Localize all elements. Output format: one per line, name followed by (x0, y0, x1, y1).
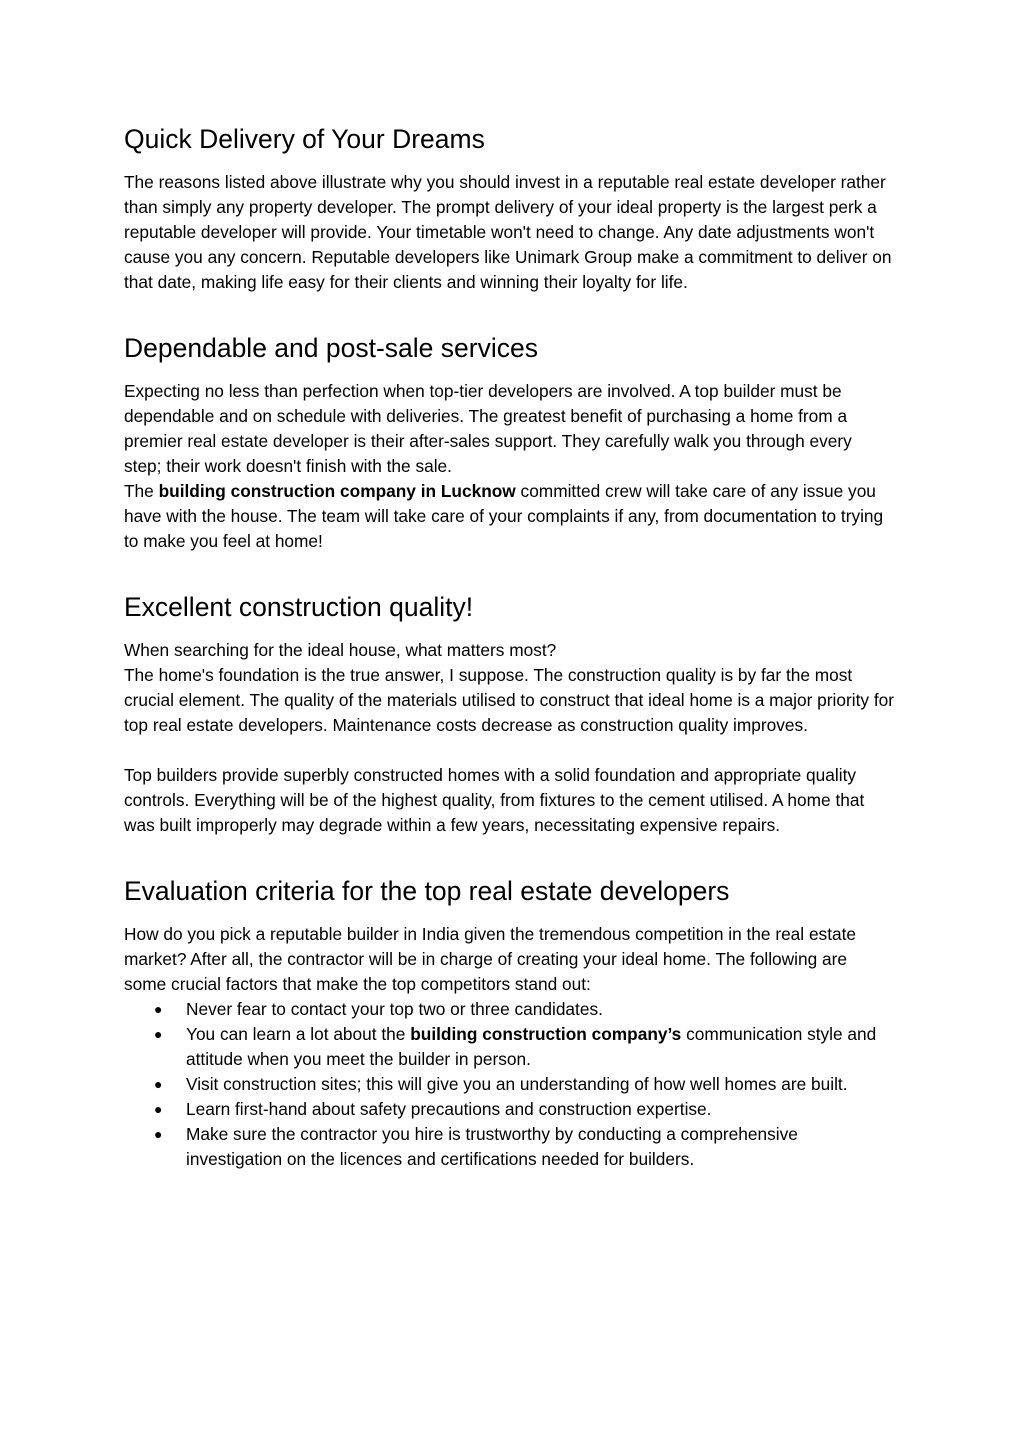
bold-keyword: building construction company in Lucknow (158, 481, 516, 501)
bullet-icon: ● (154, 1076, 163, 1092)
list-item-text: Visit construction sites; this will give you an understanding of how well homes are built. (186, 1074, 848, 1094)
bold-keyword: building construction company’s (410, 1024, 682, 1044)
bullet-icon: ● (154, 1026, 163, 1042)
paragraph: How do you pick a reputable builder in India given the tremendous competition in the real estate market? After all, the contractor will be in charge of creating your ideal home. The following are some crucial factors that make the top competitors stand out: (124, 924, 857, 994)
section-heading: Quick Delivery of Your Dreams (124, 124, 485, 154)
bullet-icon: ● (154, 1101, 163, 1117)
paragraph: Top builders provide superbly constructed homes with a solid foundation and appropriate quality controls. Everything will be of the highest quality, from fixtures to the cement utilised. A home that was built improperly may degrade within a few years, necessitating expensive repairs. (124, 765, 865, 835)
paragraph: The home's foundation is the true answer, I suppose. The construction quality is by far the most crucial element. The quality of the materials utilised to construct that ideal home is a major priority for top real estate developers. Maintenance costs decrease as construction quality improves. (124, 665, 895, 735)
list-item (124, 1022, 894, 1072)
section-heading: Dependable and post-sale services (124, 333, 538, 363)
criteria-list (124, 997, 894, 1172)
list-item-text: Never fear to contact your top two or three candidates. (186, 999, 603, 1019)
text-run: committed crew will take care of any issue you have with the house. The team will take care of your complaints if any, from documentation to trying to make you feel at home! (124, 481, 884, 551)
text-run: The (124, 481, 159, 501)
paragraph (124, 479, 894, 554)
text-run: communication style and attitude when you meet the builder in person. (186, 1024, 877, 1069)
section-heading: Evaluation criteria for the top real estate developers (124, 876, 730, 906)
list-item-text: Make sure the contractor you hire is trustworthy by conducting a comprehensive investigation on the licences and certifications needed for builders. (186, 1124, 798, 1169)
section-construction-quality (124, 588, 894, 838)
list-item (124, 1122, 894, 1172)
section-heading: Excellent construction quality! (124, 592, 474, 622)
document-body (124, 120, 894, 1172)
bullet-icon: ● (154, 1001, 163, 1017)
bullet-icon: ● (154, 1126, 163, 1142)
section-quick-delivery (124, 120, 894, 295)
list-item-text: Learn first-hand about safety precautions and construction expertise. (186, 1099, 712, 1119)
text-run: You can learn a lot about the (186, 1024, 411, 1044)
paragraph: Expecting no less than perfection when top-tier developers are involved. A top builder must be dependable and on schedule with deliveries. The greatest benefit of purchasing a home from a premier real estate developer is their after-sales support. They carefully walk you through every step; their work doesn't finish with the sale. (124, 381, 852, 476)
list-item (124, 997, 894, 1022)
section-evaluation-criteria (124, 872, 894, 1172)
paragraph: When searching for the ideal house, what matters most? (124, 640, 557, 660)
list-item (124, 1097, 894, 1122)
section-post-sale-services (124, 329, 894, 554)
paragraph: The reasons listed above illustrate why you should invest in a reputable real estate developer rather than simply any property developer. The prompt delivery of your ideal property is the largest perk a reputable developer will provide. Your timetable won't need to change. Any date adjustments won't cause you any concern. Reputable developers like Unimark Group make a commitment to deliver on that date, making life easy for their clients and winning their loyalty for life. (124, 172, 892, 292)
list-item (124, 1072, 894, 1097)
